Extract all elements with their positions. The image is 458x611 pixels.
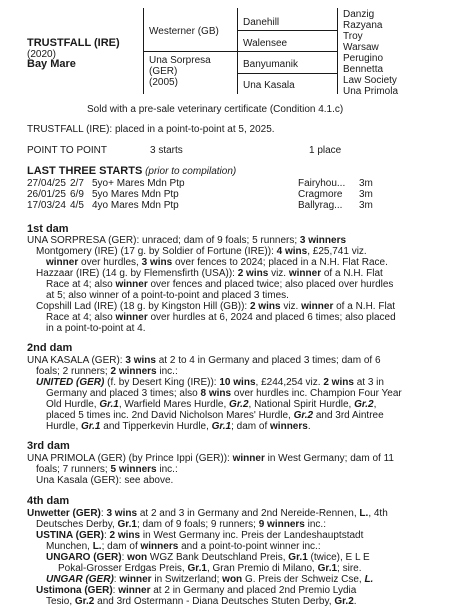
p2p-label: POINT TO POINT [27, 145, 108, 156]
text-run: in West Germany; dam of 11 [264, 453, 394, 464]
progeny-united-cont-3 [46, 410, 384, 421]
text-run: winner [115, 312, 148, 323]
text-run: Gr.2 [334, 596, 354, 607]
sire-sire: Danehill [243, 17, 280, 28]
text-run: , Warfield Mares Hurdle, [118, 399, 230, 410]
pedigree-g2-line-1 [237, 30, 337, 31]
text-run: inc.: [304, 519, 326, 530]
text-run: Race at 4; also [46, 312, 116, 323]
text-run: Gr.2 [293, 410, 314, 421]
text-run: ; dam of 9 foals; 9 runners; [136, 519, 259, 530]
progeny-ungaro [46, 552, 370, 563]
text-run: over fences and placed twice; also placed over hurdles [147, 279, 394, 290]
text-run: in Switzerland; [151, 574, 223, 585]
text-run: over hurdles at 6, 2024 and placed 6 times; also placed [147, 312, 396, 323]
horse-year: (2020) [27, 49, 56, 60]
dam-name-line-1: Una Sorpresa [149, 55, 211, 66]
g3-ancestor: Troy [343, 31, 363, 42]
progeny-ustimona-cont [46, 596, 357, 607]
last-three-subtitle: (prior to compilation) [145, 166, 237, 177]
horse-sex: Bay Mare [27, 58, 76, 70]
sale-note: Sold with a pre-sale veterinary certificate (Condition 4.1.c) [87, 104, 344, 115]
text-run: in West Germany inc. Preis der Landeshauptstadt [140, 530, 364, 541]
text-run: UNGARO (GER) [46, 552, 122, 563]
text-run: 2 wins [249, 301, 281, 312]
start-date: 17/03/24 [27, 200, 66, 211]
text-run: Gr.1 [99, 399, 119, 410]
start-distance: 3m [359, 200, 373, 211]
text-run: , Gran Premio di Milano, [206, 563, 318, 574]
g3-ancestor: Danzig [343, 9, 375, 20]
text-run: L. [364, 574, 374, 585]
progeny-united-cont-4 [46, 421, 311, 432]
text-run: Gr.1 [317, 563, 338, 574]
progeny-united [36, 377, 384, 388]
text-run: of a N.H. Flat [333, 301, 396, 312]
text-run: winner [232, 453, 265, 464]
horse-name: TRUSTFALL (IRE) [27, 37, 120, 49]
p2p-starts: 3 starts [150, 145, 183, 156]
text-run: Munchen, [46, 541, 93, 552]
text-run: L. [92, 541, 102, 552]
text-run: Gr.1 [187, 563, 207, 574]
text-run: winner [301, 301, 334, 312]
text-run: ; dam of [101, 541, 141, 552]
text-run: , National Spirit Hurdle, [248, 399, 355, 410]
progeny-copshill-lad-cont-2: in a point-to-point at 4. [46, 323, 146, 334]
text-run: 2 wins [237, 268, 269, 279]
text-run: Deutsches Derby, [36, 519, 118, 530]
text-run: and a point-to-point winner inc.: [178, 541, 321, 552]
progeny-montgomery [36, 246, 367, 257]
progeny-copshill-lad [36, 301, 395, 312]
text-run: Gr.1 [288, 552, 308, 563]
fourth-dam-intro [27, 508, 388, 519]
text-run: 2 wins [323, 377, 354, 388]
text-run: viz. [268, 268, 289, 279]
text-run: Montgomery (IRE) (17 g. by Soldier of Fortune (IRE)): [36, 246, 277, 257]
text-run: and Tipperkevin Hurdle, [100, 421, 212, 432]
start-course: Ballyrag... [298, 200, 343, 211]
text-run: 3 winners [299, 235, 347, 246]
text-run: winners [140, 541, 179, 552]
progeny-copshill-lad-cont [46, 312, 396, 323]
progeny-ustimona [36, 585, 356, 596]
second-dam-intro-cont [36, 366, 178, 377]
first-dam-intro [27, 235, 346, 246]
text-run: placed 5 times inc. 2nd David Nicholson Mares' Hurdle, [46, 410, 294, 421]
third-dam-intro-cont [36, 464, 178, 475]
progeny-ustina-cont [46, 541, 321, 552]
start-position: 6/9 [70, 189, 84, 200]
pedigree-g2-line-3 [237, 73, 337, 74]
pedigree-g2-line-2 [237, 51, 337, 52]
text-run: . [307, 421, 311, 432]
third-dam-intro [27, 453, 394, 464]
text-run: over hurdles, [78, 257, 142, 268]
text-run: winners [270, 421, 308, 432]
text-run: USTINA (GER) [36, 530, 104, 541]
pedigree-mid-line [143, 51, 237, 52]
text-run: at 3 in [353, 377, 384, 388]
start-distance: 3m [359, 189, 373, 200]
text-run: won [222, 574, 243, 585]
text-run: 4 wins [276, 246, 308, 257]
fourth-dam-heading: 4th dam [27, 495, 70, 507]
text-run: UNA PRIMOLA (GER) (by Prince Ippi (GER)): [27, 453, 233, 464]
text-run: won [127, 552, 148, 563]
text-run: winner [115, 279, 148, 290]
text-run: 3 wins [125, 355, 156, 366]
second-dam-intro [27, 355, 381, 366]
dam-name-line-3: (2005) [149, 77, 178, 88]
text-run: and 3rd Ostermann - Diana Deutsches Stuten Derby, [94, 596, 335, 607]
text-run: viz. [280, 301, 302, 312]
g3-ancestor: Perugino [343, 53, 384, 64]
dam-dam: Una Kasala [243, 80, 295, 91]
text-run: Hazzaar (IRE) (14 g. by Flemensfirth (USA)): [36, 268, 238, 279]
g3-ancestor: Warsaw [343, 42, 379, 53]
text-run: inc.: [156, 464, 178, 475]
text-run: Gr.2 [74, 596, 95, 607]
text-run: UNGAR (GER) [46, 574, 114, 585]
text-run: Ustimona (GER) [36, 585, 113, 596]
text-run: WGZ Bank Deutschland Preis, [147, 552, 289, 563]
placed-note: TRUSTFALL (IRE): placed in a point-to-point at 5, 2025. [27, 124, 275, 135]
text-run: Pokal-Grosser Erdgas Preis, [58, 563, 188, 574]
start-date: 27/04/25 [27, 178, 66, 189]
text-run: 8 wins [200, 388, 232, 399]
progeny-ungaro-cont [58, 563, 362, 574]
progeny-montgomery-cont [46, 257, 388, 268]
text-run: . [353, 596, 357, 607]
text-run: : [112, 585, 119, 596]
text-run: Gr.1 [211, 421, 232, 432]
text-run: winner [118, 585, 151, 596]
text-run: ; sire. [337, 563, 362, 574]
text-run: Gr.1 [81, 421, 101, 432]
third-dam-see-above: Una Kasala (GER): see above. [36, 475, 174, 486]
text-run: 2 wins [109, 530, 141, 541]
dam-sire: Banyumanik [243, 59, 299, 70]
text-run: UNITED (GER) [36, 377, 105, 388]
text-run: Tesio, [46, 596, 75, 607]
last-three-heading [27, 166, 236, 177]
progeny-hazzaar-cont [46, 279, 393, 290]
start-race: 5yo+ Mares Mdn Ptp [92, 178, 185, 189]
text-run: (f. by Desert King (IRE)): [104, 377, 220, 388]
text-run: G. Preis der Schweiz Cse, [242, 574, 365, 585]
text-run: at 2 to 4 in Germany and placed 3 times; dam of 6 [155, 355, 381, 366]
text-run: , £244,254 viz. [255, 377, 324, 388]
third-dam-heading: 3rd dam [27, 440, 70, 452]
g3-ancestor: Razyana [343, 20, 383, 31]
p2p-place: 1 place [309, 145, 342, 156]
g3-ancestor: Una Primola [343, 86, 399, 97]
text-run: 9 winners [258, 519, 305, 530]
text-run: UNA SORPRESA (GER): unraced; dam of 9 foals; 5 runners; [27, 235, 300, 246]
start-date: 26/01/25 [27, 189, 66, 200]
text-run: , £25,741 viz. [307, 246, 367, 257]
text-run: Unwetter (GER) [27, 508, 101, 519]
text-run: : [103, 530, 110, 541]
start-position: 2/7 [70, 178, 84, 189]
text-run: 3 wins [106, 508, 138, 519]
text-run: at 2 and 3 in Germany and 2nd Nereide-Rennen, [137, 508, 360, 519]
start-distance: 3m [359, 178, 373, 189]
pedigree-divider-3 [337, 8, 338, 94]
text-run: Old Hurdle, [46, 399, 100, 410]
text-run: at 2 in Germany and placed 2nd Premio Lydia [150, 585, 357, 596]
text-run: ; dam of [231, 421, 271, 432]
start-position: 4/5 [70, 200, 84, 211]
text-run: winner [119, 574, 152, 585]
text-run: 2 winners [110, 366, 157, 377]
text-run: (twice), E L E [307, 552, 370, 563]
text-run: foals; 2 runners; [36, 366, 111, 377]
progeny-united-cont-1 [46, 388, 402, 399]
sire-dam: Walensee [243, 38, 288, 49]
g3-ancestor: Bennetta [343, 64, 384, 75]
text-run: 3 wins [141, 257, 173, 268]
start-race: 4yo Mares Mdn Ptp [92, 200, 179, 211]
text-run: of a N.H. Flat [321, 268, 383, 279]
text-run: 5 winners [110, 464, 157, 475]
progeny-ustina [36, 530, 363, 541]
start-race: 5yo Mares Mdn Ptp [92, 189, 179, 200]
text-run: UNA KASALA (GER): [27, 355, 126, 366]
text-run: Race at 4; also [46, 279, 116, 290]
text-run: : [100, 508, 107, 519]
sire-name: Westerner (GB) [149, 26, 219, 37]
second-dam-heading: 2nd dam [27, 342, 73, 354]
progeny-ungar [46, 574, 373, 585]
fourth-dam-intro-cont [36, 519, 326, 530]
text-run: , 4th [368, 508, 388, 519]
g3-ancestor: Law Society [343, 75, 397, 86]
progeny-hazzaar-cont-2: at 5; also winner of a point-to-point and placed 3 times. [46, 290, 289, 301]
text-run: Gr.1 [117, 519, 137, 530]
progeny-hazzaar [36, 268, 383, 279]
last-three-title: LAST THREE STARTS [27, 165, 143, 177]
text-run: , [373, 399, 377, 410]
text-run: winner [288, 268, 322, 279]
text-run: and 3rd Aintree [313, 410, 384, 421]
start-course: Cragmore [298, 189, 343, 200]
text-run: Hurdle, [46, 421, 82, 432]
dam-name-line-2: (GER) [149, 66, 178, 77]
text-run: foals; 7 runners; [36, 464, 111, 475]
text-run: : [113, 574, 120, 585]
text-run: inc.: [156, 366, 178, 377]
text-run: : [121, 552, 128, 563]
text-run: Gr.2 [229, 399, 249, 410]
text-run: 10 wins [219, 377, 256, 388]
text-run: Germany and placed 3 times; also [46, 388, 201, 399]
progeny-united-cont-2 [46, 399, 376, 410]
text-run: Gr.2 [354, 399, 374, 410]
text-run: over hurdles inc. Champion Four Year [231, 388, 402, 399]
text-run: Copshill Lad (IRE) (18 g. by Kingston Hill (GB)): [36, 301, 250, 312]
text-run: winner [46, 257, 79, 268]
start-course: Fairyhou... [298, 178, 346, 189]
text-run: over fences to 2024; placed in a N.H. Flat Race. [172, 257, 388, 268]
first-dam-heading: 1st dam [27, 223, 69, 235]
text-run: L. [359, 508, 369, 519]
